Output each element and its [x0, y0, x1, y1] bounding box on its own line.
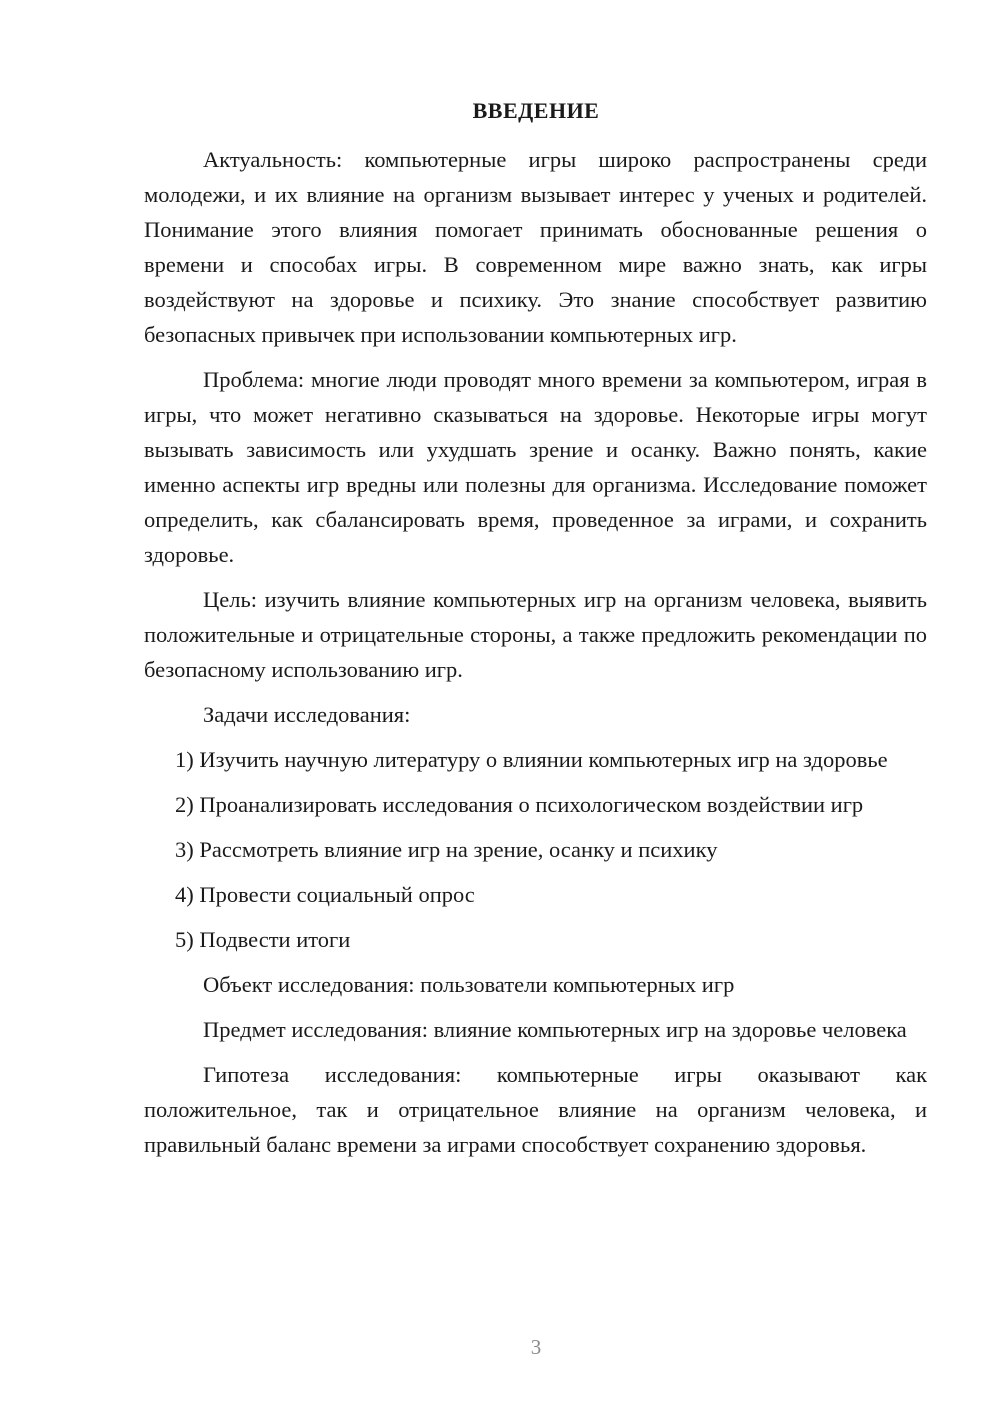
paragraph-goal: Цель: изучить влияние компьютерных игр на организм человека, выявить положительные и отрицательные стороны, а также предложить рекомендации по безопасному использованию игр. [144, 587, 927, 682]
document-body [144, 142, 927, 1172]
task-item-1: 1) Изучить научную литературу о влиянии компьютерных игр на здоровье [175, 747, 888, 772]
paragraph-hypothesis: Гипотеза исследования: компьютерные игры оказывают как положительное, так и отрицательное влияние на организм человека, и правильный баланс времени за играми способствует сохранению здоровья. [144, 1062, 927, 1157]
paragraph-object: Объект исследования: пользователи компьютерных игр [203, 972, 735, 997]
paragraph-relevance: Актуальность: компьютерные игры широко распространены среди молодежи, и их влияние на организм вызывает интерес у ученых и родителей. Понимание этого влияния помогает принимать обоснованные решения о времени и способах игры. В современном мире важно знать, как игры воздействуют на здоровье и психику. Это знание способствует развитию безопасных привычек при использовании компьютерных игр. [144, 147, 927, 347]
tasks-heading: Задачи исследования: [203, 702, 411, 727]
paragraph-problem: Проблема: многие люди проводят много времени за компьютером, играя в игры, что может негативно сказываться на здоровье. Некоторые игры могут вызывать зависимость или ухудшать зрение и осанку. Важно понять, какие именно аспекты игр вредны или полезны для организма. Исследование поможет определить, как сбалансировать время, проведенное за играми, и сохранить здоровье. [144, 367, 927, 567]
task-item-2: 2) Проанализировать исследования о психологическом воздействии игр [175, 792, 864, 817]
paragraph-subject: Предмет исследования: влияние компьютерных игр на здоровье человека [203, 1017, 907, 1042]
task-item-5: 5) Подвести итоги [175, 927, 351, 952]
task-item-4: 4) Провести социальный опрос [175, 882, 475, 907]
task-item-3: 3) Рассмотреть влияние игр на зрение, осанку и психику [175, 837, 718, 862]
page-title: ВВЕДЕНИЕ [472, 98, 600, 123]
page-number: 3 [530, 1335, 542, 1359]
